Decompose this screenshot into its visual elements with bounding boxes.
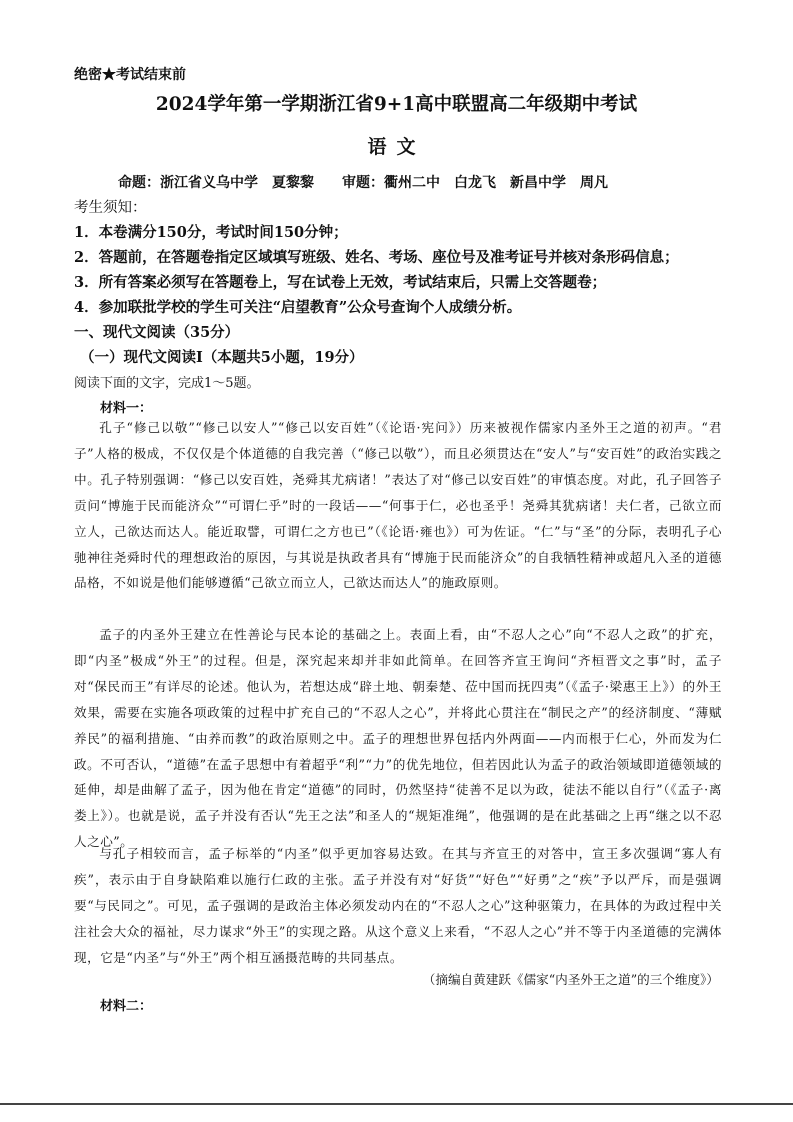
notice-item: 3．所有答案必须写在答题卷上，写在试卷上无效，考试结束后，只需上交答题卷；	[74, 274, 607, 291]
notice-item: 2．答题前，在答题卷指定区域填写班级、姓名、考场、座位号及准考证号并核对条形码信息；	[74, 249, 679, 266]
exam-title: 2024学年第一学期浙江省9+1高中联盟高二年级期中考试	[155, 94, 638, 115]
subject-title: 语文	[367, 136, 426, 158]
material-1-paragraph: 孟子的内圣外王建立在性善论与民本论的基础之上。表面上看，由“不忍人之心”向“不忍人之政”的扩充，即“内圣”极成“外王”的过程。但是，深究起来却并非如此简单。在回答齐宣王询问“齐桓晋文之事”时，孟子对“保民而王”有详尽的论述。他认为，若想达成“辟土地、朝秦楚、莅中国而抚四夷”（《孟子·梁惠王上》）的外王效果，需要在实施各项政策的过程中扩充自己的“不忍人之心”，并将此心贯注在“制民之产”的经济制度、“薄赋养民”的福利措施、“由养而教”的政治原则之中。孟子的理想世界包括内外两面——内而根于仁心，外而发为仁政。不可否认，“道德”在孟子思想中有着超乎“利”“力”的优先地位，但若因此认为孟子的政治领域即道德领域的延伸，却是曲解了孟子，因为他在肯定“道德”的同时，仍然坚持“徒善不足以为政，徒法不能以自行”（《孟子·离娄上》）。也就是说，孟子并没有否认“先王之法”和圣人的“规矩准绳”，他强调的是在此基础之上再“继之以不忍人之心”。	[74, 627, 722, 850]
section-subtitle: （一）现代文阅读Ⅰ（本题共5小题，19分）	[80, 349, 364, 366]
material-1-paragraph: 与孔子相较而言，孟子标举的“内圣”似乎更加容易达致。在其与齐宣王的对答中，宣王多次强调“寡人有疾”，表示由于自身缺陷难以施行仁政的主张。孟子并没有对“好货”“好色”“好勇”之“疾”予以严斥，而是强调要“与民同之”。可见，孟子强调的是政治主体必须发动内在的“不忍人之心”这种驱策力，在具体的为政过程中关注社会大众的福祉，尽力谋求“外王”的实现之路。从这个意义上来看，“不忍人之心”并不等于内圣道德的完满体现，它是“内圣”与“外王”两个相互涵摄范畴的共同基点。	[74, 846, 722, 965]
section-title: 一、现代文阅读（35分）	[74, 324, 240, 341]
material-2-label: 材料二：	[100, 999, 153, 1014]
notice-item: 1．本卷满分150分，考试时间150分钟；	[74, 224, 348, 241]
source-citation: （摘编自黄建跃《儒家“内圣外王之道”的三个维度》）	[422, 972, 719, 987]
notice-item: 4．参加联批学校的学生可关注“启望教育”公众号查询个人成绩分析。	[74, 299, 522, 316]
confidential-label: 绝密★考试结束前	[74, 67, 186, 83]
page-bottom-rule	[0, 1103, 793, 1105]
authors-line: 命题：浙江省义乌中学 夏黎黎 审题：衢州二中 白龙飞 新昌中学 周凡	[118, 175, 608, 191]
material-1-paragraph: 孔子“修己以敬”“修己以安人”“修己以安百姓”（《论语·宪问》）历来被视作儒家内圣外王之道的初声。“君子”人格的极成，不仅仅是个体道德的自我完善（“修己以敬”），而且必须贯达在“安人”与“安百姓”的政治实践之中。孔子特别强调：“修己以安百姓，尧舜其尤病诸！”表达了对“修己以安百姓”的审慎态度。对此，孔子回答子贡问“博施于民而能济众”“可谓仁乎”时的一段话——“何事于仁，必也圣乎！尧舜其犹病诸！夫仁者，己欲立而立人，己欲达而达人。能近取譬，可谓仁之方也已”（《论语·雍也》）可为佐证。“仁”与“圣”的分际，表明孔子心驰神往尧舜时代的理想政治的原因，与其说是执政者具有“博施于民而能济众”的自我牺牲精神或超凡入圣的道德品格，不如说是他们能够遵循“己欲立而立人，己欲达而达人”的施政原则。	[74, 420, 722, 591]
reading-instruction: 阅读下面的文字，完成1～5题。	[74, 376, 260, 391]
notice-heading: 考生须知：	[74, 200, 147, 216]
material-1-label: 材料一：	[100, 401, 153, 416]
